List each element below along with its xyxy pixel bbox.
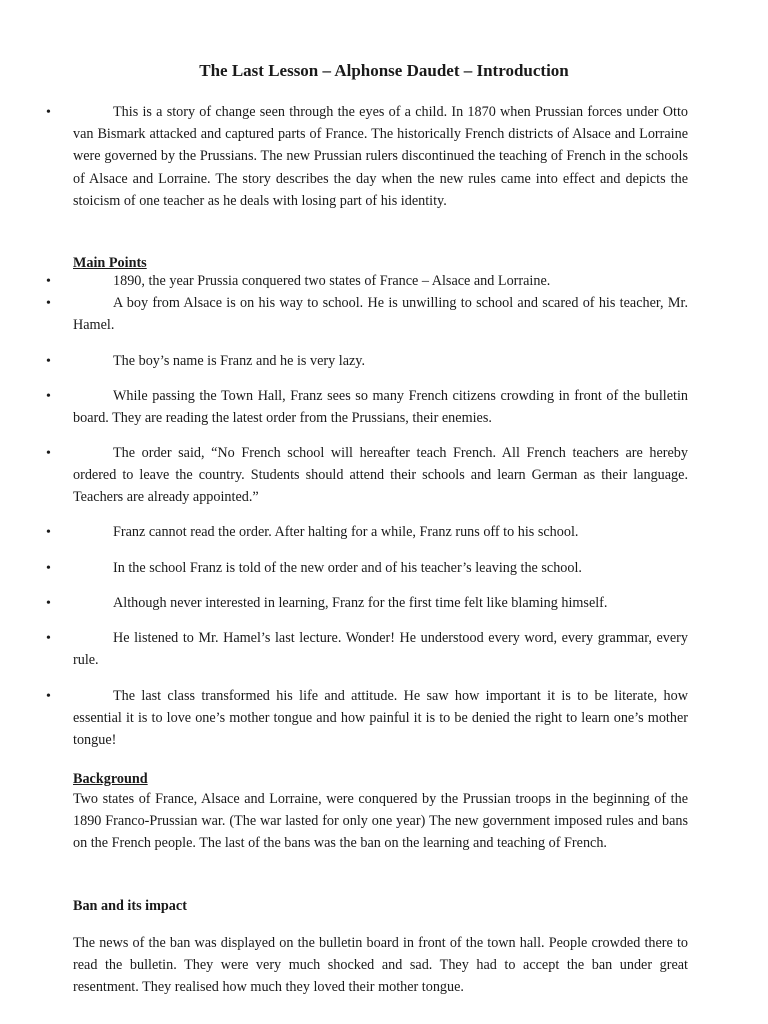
list-item: 1890, the year Prussia conquered two states of France – Alsace and Lorraine. xyxy=(113,273,551,289)
list-item: Franz cannot read the order. After halting for a while, Franz runs off to his school. xyxy=(113,524,579,540)
intro-paragraph: This is a story of change seen through the eyes of a child. In 1870 when Prussian forces under Otto van Bismark attacked and captured parts of France. The historically French districts of Alsace and Lorraine were governed by the Prussians. The new Prussian rulers discontinued the teaching of French in the schools of Alsace and Lorraine. The story describes the day when the new rules came into effect and depicts the stoicism of one teacher as he deals with losing part of his identity. xyxy=(73,104,688,209)
bullet-icon: • xyxy=(46,689,51,704)
bullet-icon: • xyxy=(46,446,51,461)
list-item: He listened to Mr. Hamel’s last lecture. Wonder! He understood every word, every grammar, every rule. xyxy=(73,630,688,669)
list-item: The boy’s name is Franz and he is very lazy. xyxy=(113,353,366,369)
bullet-icon: • xyxy=(46,525,51,540)
bullet-icon: • xyxy=(46,296,51,311)
list-item: In the school Franz is told of the new order and of his teacher’s leaving the school. xyxy=(113,560,582,576)
list-item: The order said, “No French school will hereafter teach French. All French teachers are hereby ordered to leave the country. Students should attend their schools and learn German as their language. Teachers are already appointed.” xyxy=(73,445,688,506)
bullet-icon: • xyxy=(46,389,51,404)
list-item: While passing the Town Hall, Franz sees so many French citizens crowding in front of the bulletin board. They are reading the latest order from the Prussians, their enemies. xyxy=(73,388,688,427)
bullet-icon: • xyxy=(46,631,51,646)
bullet-icon: • xyxy=(46,105,51,120)
background-heading: Background xyxy=(73,771,148,787)
bullet-icon: • xyxy=(46,596,51,611)
main-points-heading: Main Points xyxy=(73,255,147,271)
list-item: The last class transformed his life and attitude. He saw how important it is to be literate, how essential it is to love one’s mother tongue and how painful it is to be denied the right to learn one’s mother tongue! xyxy=(73,688,688,749)
list-item: A boy from Alsace is on his way to school. He is unwilling to school and scared of his teacher, Mr. Hamel. xyxy=(73,295,688,334)
background-paragraph: Two states of France, Alsace and Lorraine, were conquered by the Prussian troops in the beginning of the 1890 Franco-Prussian war. (The war lasted for only one year) The new government imposed rules and bans on the French people. The last of the bans was the ban on the learning and teaching of French. xyxy=(73,791,688,852)
page-title: The Last Lesson – Alphonse Daudet – Introduction xyxy=(199,61,569,80)
ban-paragraph: The news of the ban was displayed on the bulletin board in front of the town hall. People crowded there to read the bulletin. They were very much shocked and sad. They had to accept the ban under great resentment. They realised how much they loved their mother tongue. xyxy=(73,935,688,996)
ban-heading: Ban and its impact xyxy=(73,898,187,914)
bullet-icon: • xyxy=(46,274,51,289)
bullet-icon: • xyxy=(46,561,51,576)
list-item: Although never interested in learning, Franz for the first time felt like blaming himself. xyxy=(113,595,608,611)
bullet-icon: • xyxy=(46,354,51,369)
